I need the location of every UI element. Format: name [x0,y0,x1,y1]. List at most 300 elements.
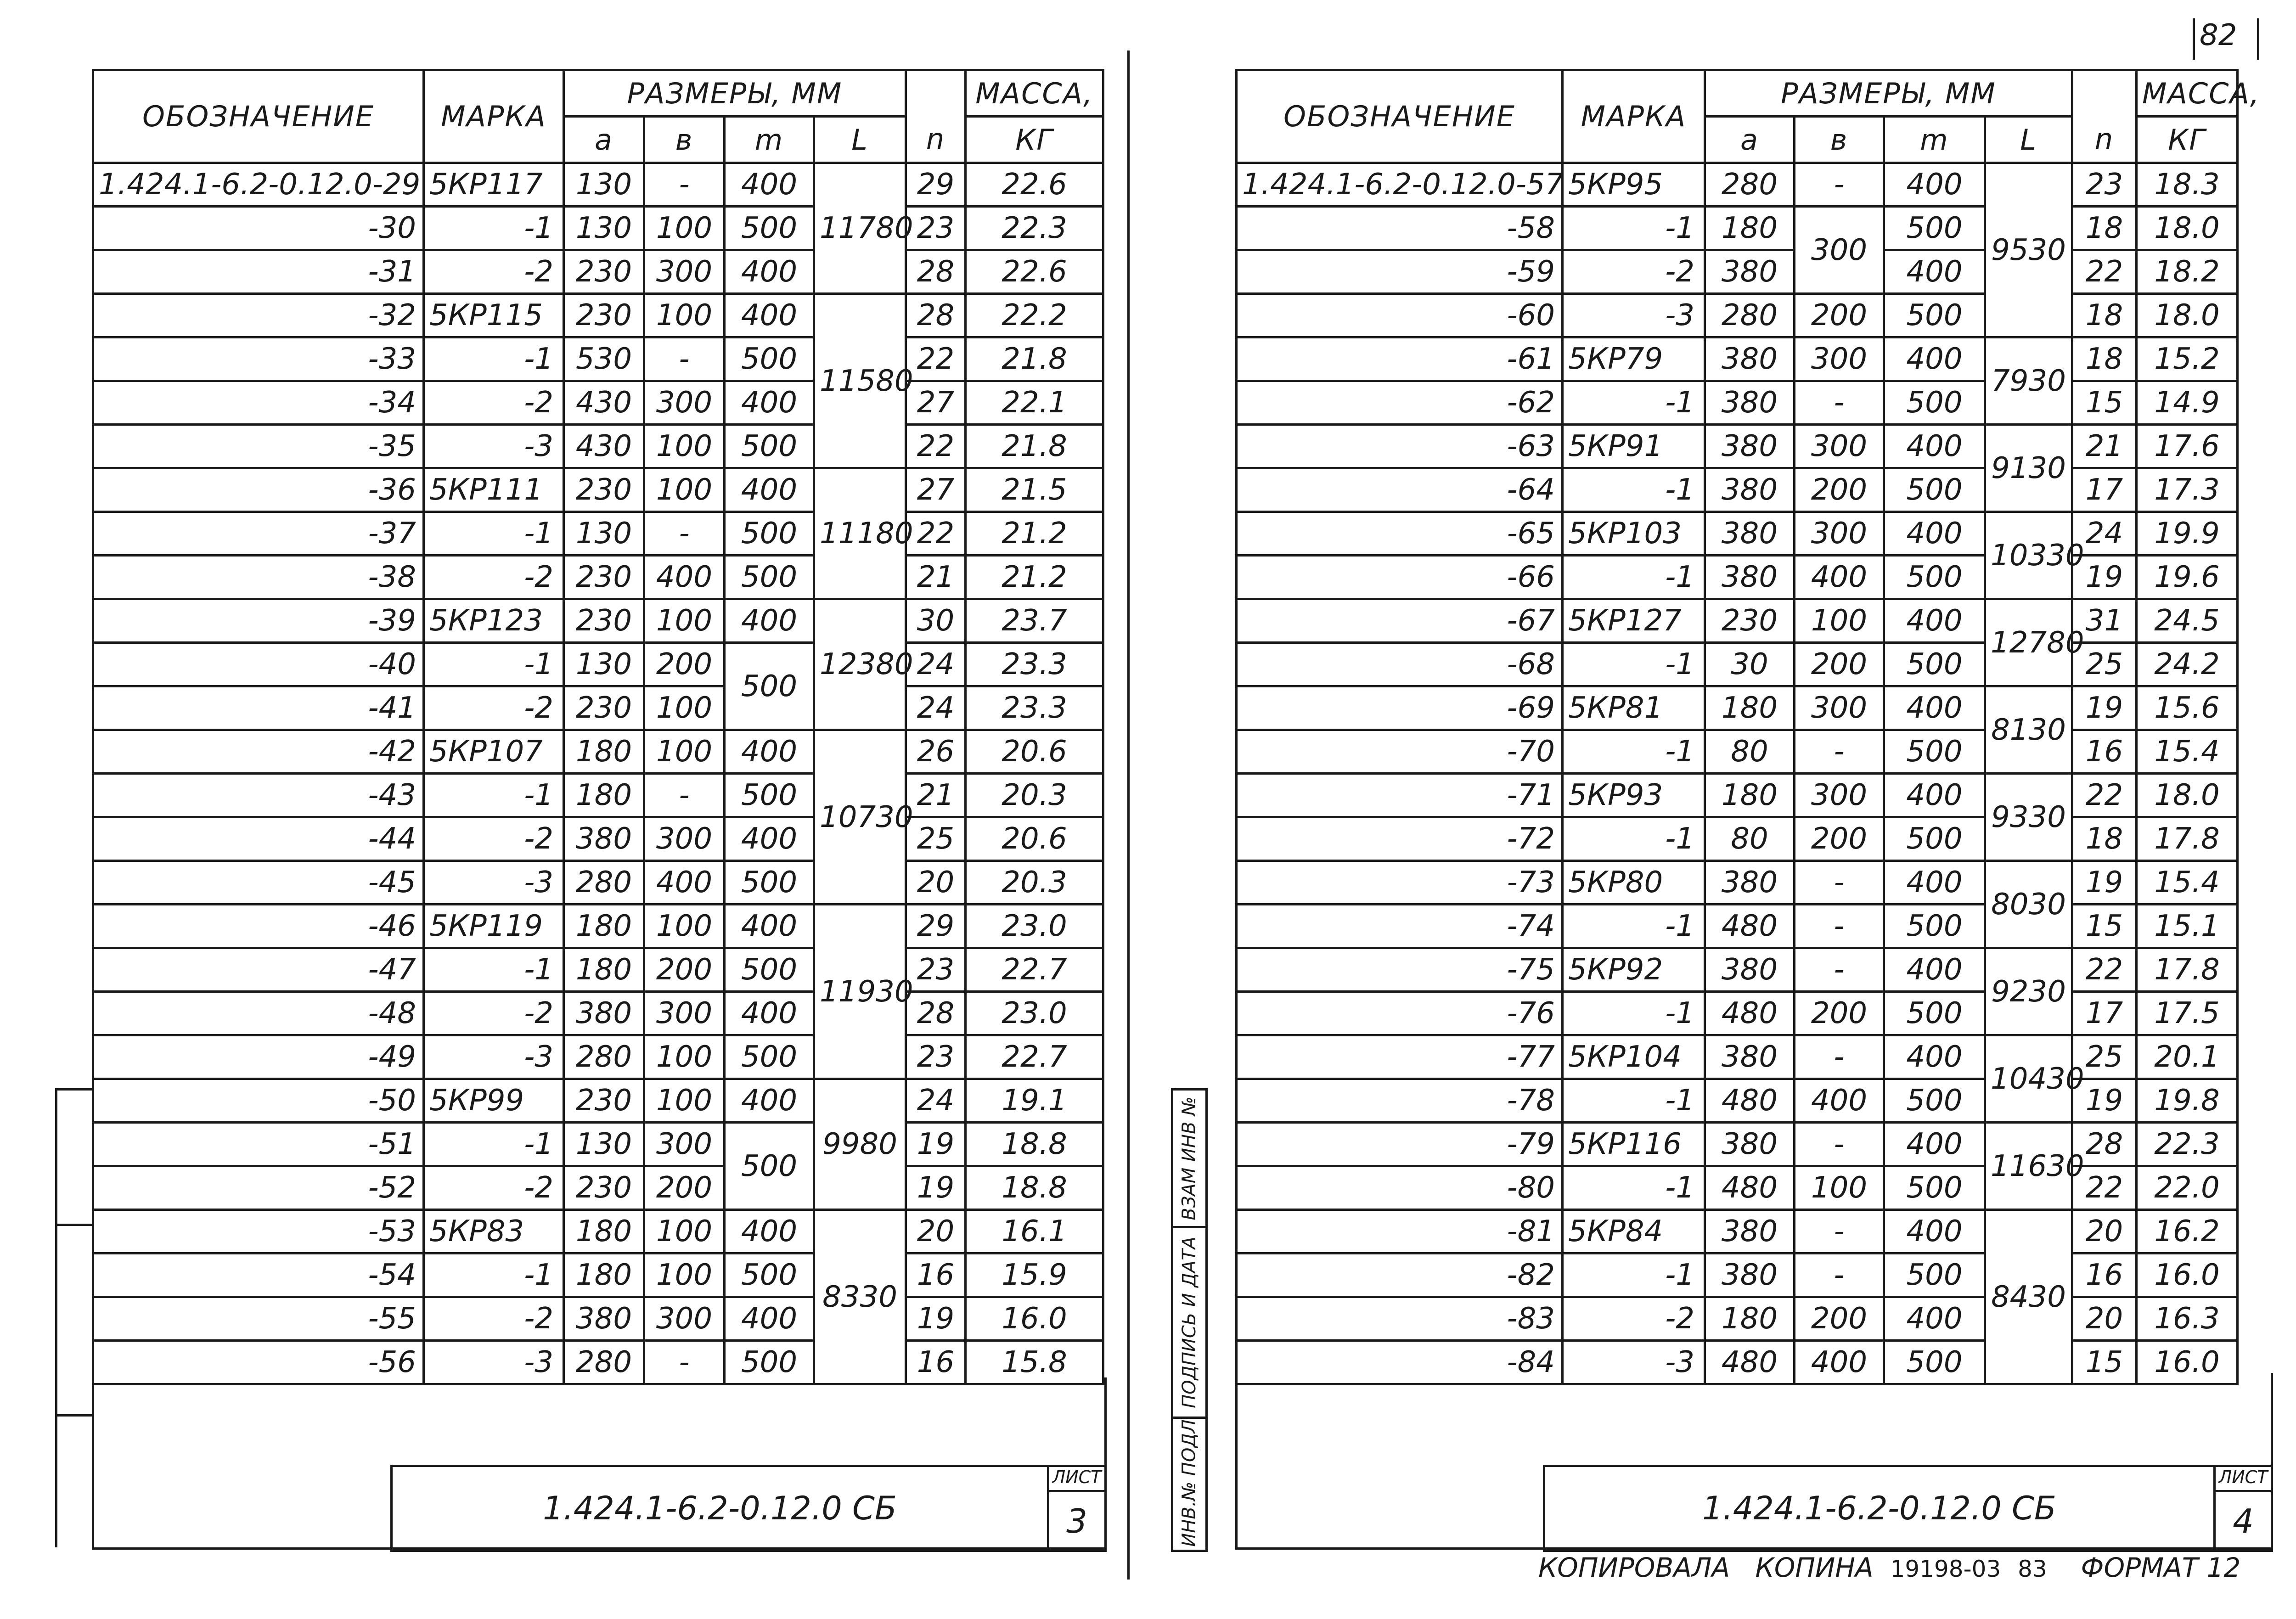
cell-m: 400 [725,599,814,643]
cell-b: 100 [1795,1166,1884,1210]
cell-marka: 5КР92 [1563,948,1705,992]
cell-marka: -2 [424,1297,564,1341]
cell-marka: -3 [424,1035,564,1079]
cell-n: 18 [2072,817,2137,861]
cell-m: 500 [1884,1166,1985,1210]
cell-b: - [1795,1210,1884,1254]
side-label-inv [1173,1419,1205,1547]
cell-n: 16 [906,1341,966,1384]
cell-a: 380 [1705,1210,1795,1254]
cell-m: 400 [1884,861,1985,905]
cell-b: - [644,774,725,817]
cell-b: - [644,512,725,556]
table-row [1237,599,2238,643]
cell-marka: -1 [1563,905,1705,948]
cell-L: 8130 [1985,686,2072,774]
cell-L: 8030 [1985,861,2072,948]
cell-a: 380 [1705,948,1795,992]
cell-marka: 5КР95 [1563,163,1705,207]
cell-mass: 16.3 [2137,1297,2238,1341]
cell-oboznachenie: -80 [1237,1166,1563,1210]
right-sheet-label: ЛИСТ [2216,1467,2271,1492]
cell-mass: 24.5 [2137,599,2238,643]
cell-marka: -2 [1563,250,1705,294]
header-oboznachenie: ОБОЗНАЧЕНИЕ [1237,70,1563,163]
cell-marka: -2 [424,1166,564,1210]
table-row [1237,774,2238,817]
cell-a: 380 [1705,425,1795,468]
cell-n: 20 [2072,1210,2137,1254]
table-row [93,730,1103,774]
header-a: a [1705,117,1795,163]
cell-oboznachenie: -79 [1237,1123,1563,1166]
cell-L: 7930 [1985,337,2072,425]
cell-a: 280 [564,1035,644,1079]
cell-n: 19 [2072,556,2137,599]
cell-oboznachenie: -76 [1237,992,1563,1035]
cell-a: 380 [1705,556,1795,599]
cell-mass: 22.7 [966,1035,1103,1079]
table-row [1237,294,2238,337]
left-spec-table [92,69,1104,1385]
cell-marka: 5КР115 [424,294,564,337]
cell-m: 500 [1884,905,1985,948]
header-b: в [1795,117,1884,163]
header-n: n [906,117,966,163]
header-row-1 [93,70,1103,117]
table-row [93,948,1103,992]
cell-a: 380 [1705,468,1795,512]
cell-a: 230 [564,294,644,337]
cell-marka: 5КР103 [1563,512,1705,556]
cell-a: 230 [564,686,644,730]
cell-oboznachenie: -32 [93,294,424,337]
cell-marka: -2 [1563,1297,1705,1341]
cell-mass: 23.3 [966,643,1103,686]
header-row-1 [1237,70,2238,117]
cell-n: 21 [906,556,966,599]
cell-b: 300 [1795,774,1884,817]
cell-marka: 5КР119 [424,905,564,948]
cell-oboznachenie: -51 [93,1123,424,1166]
cell-oboznachenie: -59 [1237,250,1563,294]
cell-L: 9130 [1985,425,2072,512]
cell-oboznachenie: -84 [1237,1341,1563,1384]
table-row [1237,250,2238,294]
cell-b: 200 [1795,817,1884,861]
left-margin-tick-2 [55,1224,92,1226]
cell-m: 400 [1884,337,1985,381]
cell-n: 25 [906,817,966,861]
cell-m: 400 [725,294,814,337]
cell-mass: 16.0 [2137,1254,2238,1297]
cell-oboznachenie: -73 [1237,861,1563,905]
cell-oboznachenie: -58 [1237,207,1563,250]
cell-a: 380 [1705,861,1795,905]
cell-oboznachenie: -40 [93,643,424,686]
left-sheet-cell [1047,1467,1104,1550]
cell-oboznachenie: -56 [93,1341,424,1384]
side-label-inv-text: ИНВ.№ ПОДЛ [1179,1419,1200,1547]
cell-mass: 17.6 [2137,425,2238,468]
cell-marka: -1 [1563,381,1705,425]
cell-mass: 22.6 [966,163,1103,207]
cell-b: - [644,337,725,381]
cell-marka: -1 [1563,643,1705,686]
cell-n: 25 [2072,1035,2137,1079]
cell-n: 19 [906,1123,966,1166]
header-marka: МАРКА [1563,70,1705,163]
table-row [1237,643,2238,686]
cell-oboznachenie: -36 [93,468,424,512]
table-row [1237,817,2238,861]
cell-marka: -1 [1563,207,1705,250]
cell-m: 500 [1884,207,1985,250]
cell-mass: 20.6 [966,730,1103,774]
table-row [93,1123,1103,1166]
cell-n: 27 [906,468,966,512]
cell-mass: 23.0 [966,905,1103,948]
cell-n: 23 [906,948,966,992]
cell-mass: 17.3 [2137,468,2238,512]
cell-oboznachenie: -69 [1237,686,1563,730]
cell-n: 15 [2072,381,2137,425]
cell-oboznachenie: -81 [1237,1210,1563,1254]
cell-b: 100 [644,425,725,468]
cell-n: 23 [2072,163,2137,207]
cell-n: 22 [906,512,966,556]
cell-n: 15 [2072,905,2137,948]
cell-b: 200 [644,1166,725,1210]
cell-mass: 18.0 [2137,774,2238,817]
cell-oboznachenie: 1.424.1-6.2-0.12.0-29 [93,163,424,207]
footer-format: ФОРМАТ 12 [2081,1552,2241,1583]
cell-a: 180 [1705,207,1795,250]
table-row [93,1079,1103,1123]
header-m: m [725,117,814,163]
cell-n: 27 [906,381,966,425]
cell-n: 26 [906,730,966,774]
cell-mass: 15.9 [966,1254,1103,1297]
cell-n: 20 [2072,1297,2137,1341]
cell-oboznachenie: -64 [1237,468,1563,512]
table-row [93,381,1103,425]
header-n-top [906,70,966,117]
cell-n: 28 [906,992,966,1035]
cell-b: 100 [644,599,725,643]
table-row [93,1297,1103,1341]
cell-L: 9980 [814,1079,906,1210]
cell-a: 480 [1705,1166,1795,1210]
cell-b: 200 [1795,992,1884,1035]
cell-a: 230 [564,556,644,599]
cell-mass: 22.3 [2137,1123,2238,1166]
cell-a: 380 [564,1297,644,1341]
table-row [93,1210,1103,1254]
cell-oboznachenie: -67 [1237,599,1563,643]
header-a: a [564,117,644,163]
cell-m: 500 [725,1254,814,1297]
cell-mass: 19.1 [966,1079,1103,1123]
cell-mass: 16.1 [966,1210,1103,1254]
cell-oboznachenie: -30 [93,207,424,250]
cell-m: 500 [725,861,814,905]
cell-a: 130 [564,1123,644,1166]
cell-mass: 22.3 [966,207,1103,250]
cell-marka: -2 [424,250,564,294]
table-row [93,817,1103,861]
cell-a: 180 [564,905,644,948]
cell-marka: -1 [1563,556,1705,599]
cell-marka: -1 [1563,1166,1705,1210]
cell-b: - [1795,381,1884,425]
cell-mass: 18.3 [2137,163,2238,207]
cell-n: 18 [2072,294,2137,337]
cell-mass: 22.0 [2137,1166,2238,1210]
table-row [93,1254,1103,1297]
cell-mass: 18.8 [966,1166,1103,1210]
cell-b: 300 [644,992,725,1035]
table-row [93,1166,1103,1210]
cell-n: 23 [906,1035,966,1079]
cell-m: 500 [725,1341,814,1384]
cell-m: 500 [1884,294,1985,337]
cell-mass: 18.8 [966,1123,1103,1166]
cell-marka: -1 [424,337,564,381]
cell-marka: 5КР80 [1563,861,1705,905]
cell-a: 80 [1705,730,1795,774]
cell-mass: 20.3 [966,774,1103,817]
cell-mass: 17.5 [2137,992,2238,1035]
cell-a: 530 [564,337,644,381]
cell-mass: 20.1 [2137,1035,2238,1079]
table-row [93,556,1103,599]
cell-a: 380 [1705,1254,1795,1297]
cell-oboznachenie: -70 [1237,730,1563,774]
header-L: L [1985,117,2072,163]
cell-marka: 5КР83 [424,1210,564,1254]
cell-m: 500 [1884,1254,1985,1297]
cell-m: 400 [725,381,814,425]
cell-oboznachenie: -44 [93,817,424,861]
left-sheet-label: ЛИСТ [1049,1467,1104,1492]
cell-a: 380 [564,992,644,1035]
header-kg: КГ [966,117,1103,163]
cell-oboznachenie: -54 [93,1254,424,1297]
side-label-vzam-text: ВЗАМ ИНВ № [1179,1096,1200,1220]
cell-mass: 20.6 [966,817,1103,861]
cell-m: 400 [1884,599,1985,643]
cell-oboznachenie: -82 [1237,1254,1563,1297]
cell-b-merged: 300 [1795,207,1884,294]
table-row [93,425,1103,468]
cell-L: 11930 [814,905,906,1079]
cell-mass: 18.0 [2137,294,2238,337]
cell-L: 11630 [1985,1123,2072,1210]
cell-oboznachenie: -31 [93,250,424,294]
header-m: m [1884,117,1985,163]
table-row [93,774,1103,817]
cell-a: 380 [1705,250,1795,294]
cell-oboznachenie: -39 [93,599,424,643]
cell-b: 100 [644,1254,725,1297]
cell-a: 180 [564,948,644,992]
cell-m: 500 [1884,730,1985,774]
cell-b: 200 [644,948,725,992]
cell-oboznachenie: -77 [1237,1035,1563,1079]
cell-a: 380 [1705,1123,1795,1166]
cell-n: 19 [906,1166,966,1210]
cell-m: 400 [1884,1210,1985,1254]
cell-n: 18 [2072,207,2137,250]
cell-a: 280 [1705,163,1795,207]
cell-m: 400 [1884,425,1985,468]
cell-L: 10730 [814,730,906,905]
cell-oboznachenie: -74 [1237,905,1563,948]
cell-b: 100 [644,905,725,948]
cell-L: 10330 [1985,512,2072,599]
cell-L: 12380 [814,599,906,730]
cell-m: 500 [725,512,814,556]
table-row [93,163,1103,207]
cell-n: 29 [906,163,966,207]
cell-marka: 5КР91 [1563,425,1705,468]
cell-m: 500 [725,948,814,992]
cell-L: 11580 [814,294,906,468]
right-title-block-code: 1.424.1-6.2-0.12.0 СБ [1702,1490,2056,1527]
cell-n: 15 [2072,1341,2137,1384]
cell-a: 180 [1705,774,1795,817]
cell-oboznachenie: -83 [1237,1297,1563,1341]
cell-m: 500 [1884,817,1985,861]
cell-a: 230 [564,599,644,643]
cell-marka: -1 [1563,1254,1705,1297]
cell-marka: -1 [424,512,564,556]
cell-marka: -1 [1563,730,1705,774]
cell-m: 400 [725,1210,814,1254]
cell-mass: 14.9 [2137,381,2238,425]
cell-mass: 19.6 [2137,556,2238,599]
cell-n: 24 [2072,512,2137,556]
cell-m: 400 [725,817,814,861]
cell-b: 100 [644,207,725,250]
cell-m: 500 [1884,643,1985,686]
cell-n: 28 [906,250,966,294]
cell-a: 180 [564,774,644,817]
cell-b: 200 [1795,643,1884,686]
cell-n: 24 [906,1079,966,1123]
cell-m: 500 [725,337,814,381]
cell-mass: 24.2 [2137,643,2238,686]
cell-mass: 23.7 [966,599,1103,643]
cell-b: 100 [644,1079,725,1123]
header-L: L [814,117,906,163]
cell-L: 9330 [1985,774,2072,861]
cell-mass: 16.0 [2137,1341,2238,1384]
table-row [1237,1297,2238,1341]
cell-b: 300 [1795,512,1884,556]
cell-a: 180 [1705,686,1795,730]
cell-mass: 20.3 [966,861,1103,905]
right-spec-table [1235,69,2260,1385]
cell-mass: 23.3 [966,686,1103,730]
cell-a: 130 [564,163,644,207]
cell-mass: 16.2 [2137,1210,2238,1254]
cell-oboznachenie: -62 [1237,381,1563,425]
cell-oboznachenie: -60 [1237,294,1563,337]
cell-b: 400 [1795,556,1884,599]
table-row [1237,1166,2238,1210]
cell-oboznachenie: -37 [93,512,424,556]
table-row [1237,992,2238,1035]
cell-mass: 17.8 [2137,948,2238,992]
cell-n: 19 [2072,861,2137,905]
footer-order: 19198-03 [1890,1556,2001,1582]
cell-n: 24 [906,643,966,686]
cell-m: 400 [1884,1035,1985,1079]
table-row [1237,948,2238,992]
cell-oboznachenie: -47 [93,948,424,992]
left-margin-line [55,1088,57,1547]
cell-a: 430 [564,425,644,468]
table-row [93,207,1103,250]
cell-a: 380 [564,817,644,861]
cell-a: 230 [1705,599,1795,643]
cell-oboznachenie: -63 [1237,425,1563,468]
cell-marka: -3 [1563,1341,1705,1384]
cell-b: - [1795,730,1884,774]
cell-n: 22 [2072,948,2137,992]
header-massa: МАССА, [966,70,1103,117]
table-row [1237,381,2238,425]
table-row [93,512,1103,556]
cell-m: 500 [725,774,814,817]
cell-mass: 22.7 [966,948,1103,992]
cell-L: 8430 [1985,1210,2072,1384]
cell-oboznachenie: -42 [93,730,424,774]
cell-mass: 22.2 [966,294,1103,337]
cell-b: - [644,1341,725,1384]
cell-oboznachenie: -75 [1237,948,1563,992]
cell-marka: -3 [424,425,564,468]
cell-marka: 5КР123 [424,599,564,643]
header-massa: МАССА, [2137,70,2238,117]
cell-marka: -1 [424,643,564,686]
cell-b: 300 [644,250,725,294]
cell-mass: 21.8 [966,337,1103,381]
cell-a: 130 [564,207,644,250]
cell-m: 500 [725,556,814,599]
cell-b: 100 [1795,599,1884,643]
cell-n: 21 [2072,425,2137,468]
cell-m: 400 [1884,512,1985,556]
table-row [93,294,1103,337]
cell-b: - [1795,861,1884,905]
cell-b: 100 [644,686,725,730]
cell-b: 400 [1795,1341,1884,1384]
cell-m: 400 [725,730,814,774]
cell-m: 500 [725,207,814,250]
table-row [93,250,1103,294]
cell-b: 100 [644,1035,725,1079]
cell-oboznachenie: -41 [93,686,424,730]
sheet-divider [1127,51,1130,1580]
table-row [1237,730,2238,774]
table-row [1237,337,2238,381]
cell-marka: 5КР79 [1563,337,1705,381]
table-row [1237,1254,2238,1297]
cell-marka: -1 [1563,1079,1705,1123]
